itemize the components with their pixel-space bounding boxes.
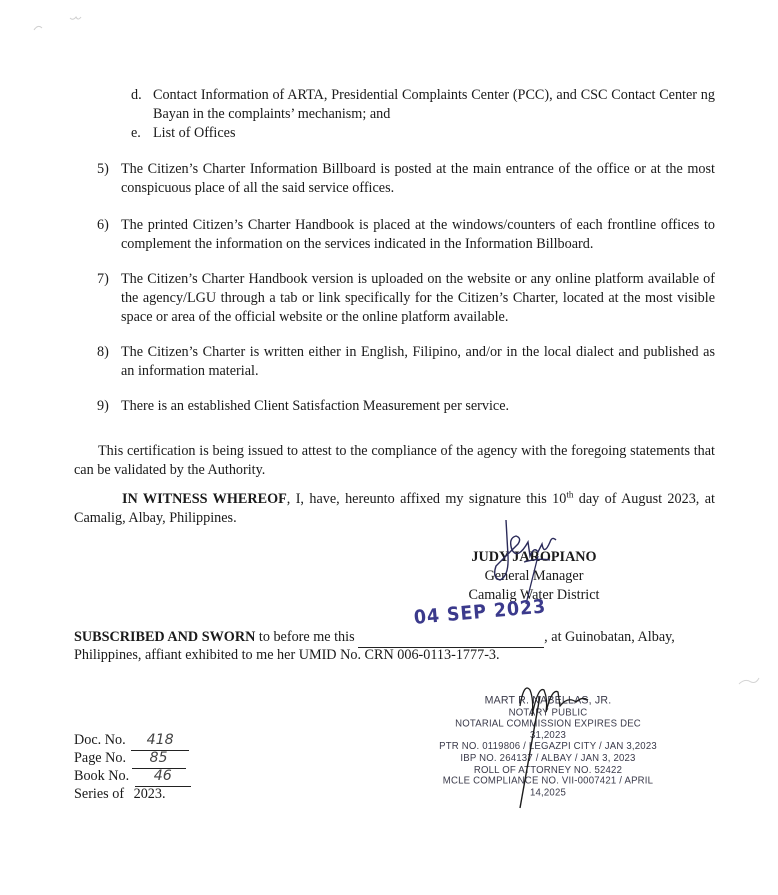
scan-speck bbox=[30, 12, 110, 38]
notary-line: IBP NO. 264137 / ALBAY / JAN 3, 2023 bbox=[460, 752, 636, 765]
signatory-name: JUDY JAROPIANO bbox=[471, 549, 597, 565]
witness-sup: th bbox=[566, 489, 574, 500]
sworn-text: to before me this bbox=[255, 629, 355, 645]
scan-speck bbox=[735, 672, 765, 692]
notary-line: NOTARY PUBLIC bbox=[508, 706, 588, 719]
signature bbox=[478, 516, 568, 608]
witness-paragraph bbox=[74, 490, 715, 528]
list-item-8 bbox=[97, 343, 715, 381]
sub-item-text: Contact Information of ARTA, Presidential Complaints Center (PCC), and CSC Contact Center ng Bayan in the complaints’ mechanism; and bbox=[153, 87, 715, 122]
sub-item-label: d. bbox=[131, 87, 142, 103]
list-item-number: 5) bbox=[97, 161, 109, 177]
signatory-title: General Manager bbox=[484, 568, 584, 584]
docket-value: 85 bbox=[132, 749, 186, 769]
docket-value: 418 bbox=[131, 731, 189, 751]
list-item-9 bbox=[97, 397, 715, 416]
docket bbox=[74, 731, 234, 803]
notary-line: MCLE COMPLIANCE NO. VII-0007421 / APRIL 14,2025 bbox=[442, 775, 654, 799]
signatory-org: Camalig Water District bbox=[468, 587, 600, 603]
date-stamp: 04 SEP 2023 bbox=[413, 595, 548, 629]
list-item-text: There is an established Client Satisfaction Measurement per service. bbox=[121, 398, 510, 414]
list-item-number: 8) bbox=[97, 344, 109, 360]
witness-text-end: day of August 2023, at Camalig, Albay, Philippines. bbox=[74, 491, 715, 526]
list-item-6 bbox=[97, 216, 715, 254]
notary-line: PTR NO. 0119806 / LEGAZPI CITY / JAN 3,2023 bbox=[439, 740, 657, 753]
list-item-text: The Citizen’s Charter is written either in English, Filipino, and/or in the local dialect and published as an information material. bbox=[121, 344, 715, 379]
date-blank bbox=[358, 628, 544, 648]
sworn-line-2: Philippines, affiant exhibited to me her UMID No. CRN 006-0113-1777-3. bbox=[74, 647, 500, 663]
list-item-number: 6) bbox=[97, 217, 109, 233]
sworn-place: , at Guinobatan, Albay, bbox=[544, 629, 675, 645]
list-item-number: 7) bbox=[97, 271, 109, 287]
list-item-number: 9) bbox=[97, 398, 109, 414]
sub-item-text: List of Offices bbox=[153, 125, 236, 141]
notary-name: MART R. NABELLAS, JR. bbox=[484, 693, 612, 707]
list-item-text: The printed Citizen’s Charter Handbook is placed at the windows/counters of each frontline offices to complement the information on the services indicated in the Information Billboard. bbox=[121, 217, 715, 252]
docket-value: 46 bbox=[135, 767, 191, 787]
notary-signature bbox=[490, 676, 600, 810]
notary-line: ROLL OF ATTORNEY NO. 52422 bbox=[473, 763, 623, 776]
certification-paragraph: This certification is being issued to attest to the compliance of the agency with the foregoing statements that can be validated by the Authority. bbox=[74, 443, 715, 478]
sub-item-label: e. bbox=[131, 125, 141, 141]
docket-label: Doc. No. bbox=[74, 732, 126, 748]
witness-text: , I, have, hereunto affixed my signature this 10 bbox=[286, 491, 567, 507]
sub-item-e bbox=[131, 124, 715, 143]
sub-item-d bbox=[131, 86, 715, 124]
witness-lead: IN WITNESS WHEREOF bbox=[122, 491, 287, 507]
docket-value: 2023. bbox=[133, 786, 166, 802]
docket-label: Page No. bbox=[74, 750, 127, 766]
sworn-line-1 bbox=[74, 628, 715, 648]
notary-line: NOTARIAL COMMISSION EXPIRES DEC 31,2023 bbox=[455, 717, 641, 742]
list-item-text: The Citizen’s Charter Handbook version is uploaded on the website or any online platform available of the agency/LGU through a tab or link specifically for the Citizen’s Charter, located at the most visible space or area of the official website or the online platform available. bbox=[121, 271, 715, 325]
list-item-text: The Citizen’s Charter Information Billboard is posted at the main entrance of the office or at the most conspicuous place of all the said service offices. bbox=[121, 161, 715, 196]
docket-label: Book No. bbox=[74, 768, 130, 784]
list-item-7 bbox=[97, 270, 715, 327]
docket-label: Series of bbox=[74, 786, 125, 802]
list-item-5 bbox=[97, 160, 715, 198]
sworn-lead: SUBSCRIBED AND SWORN bbox=[74, 629, 256, 645]
